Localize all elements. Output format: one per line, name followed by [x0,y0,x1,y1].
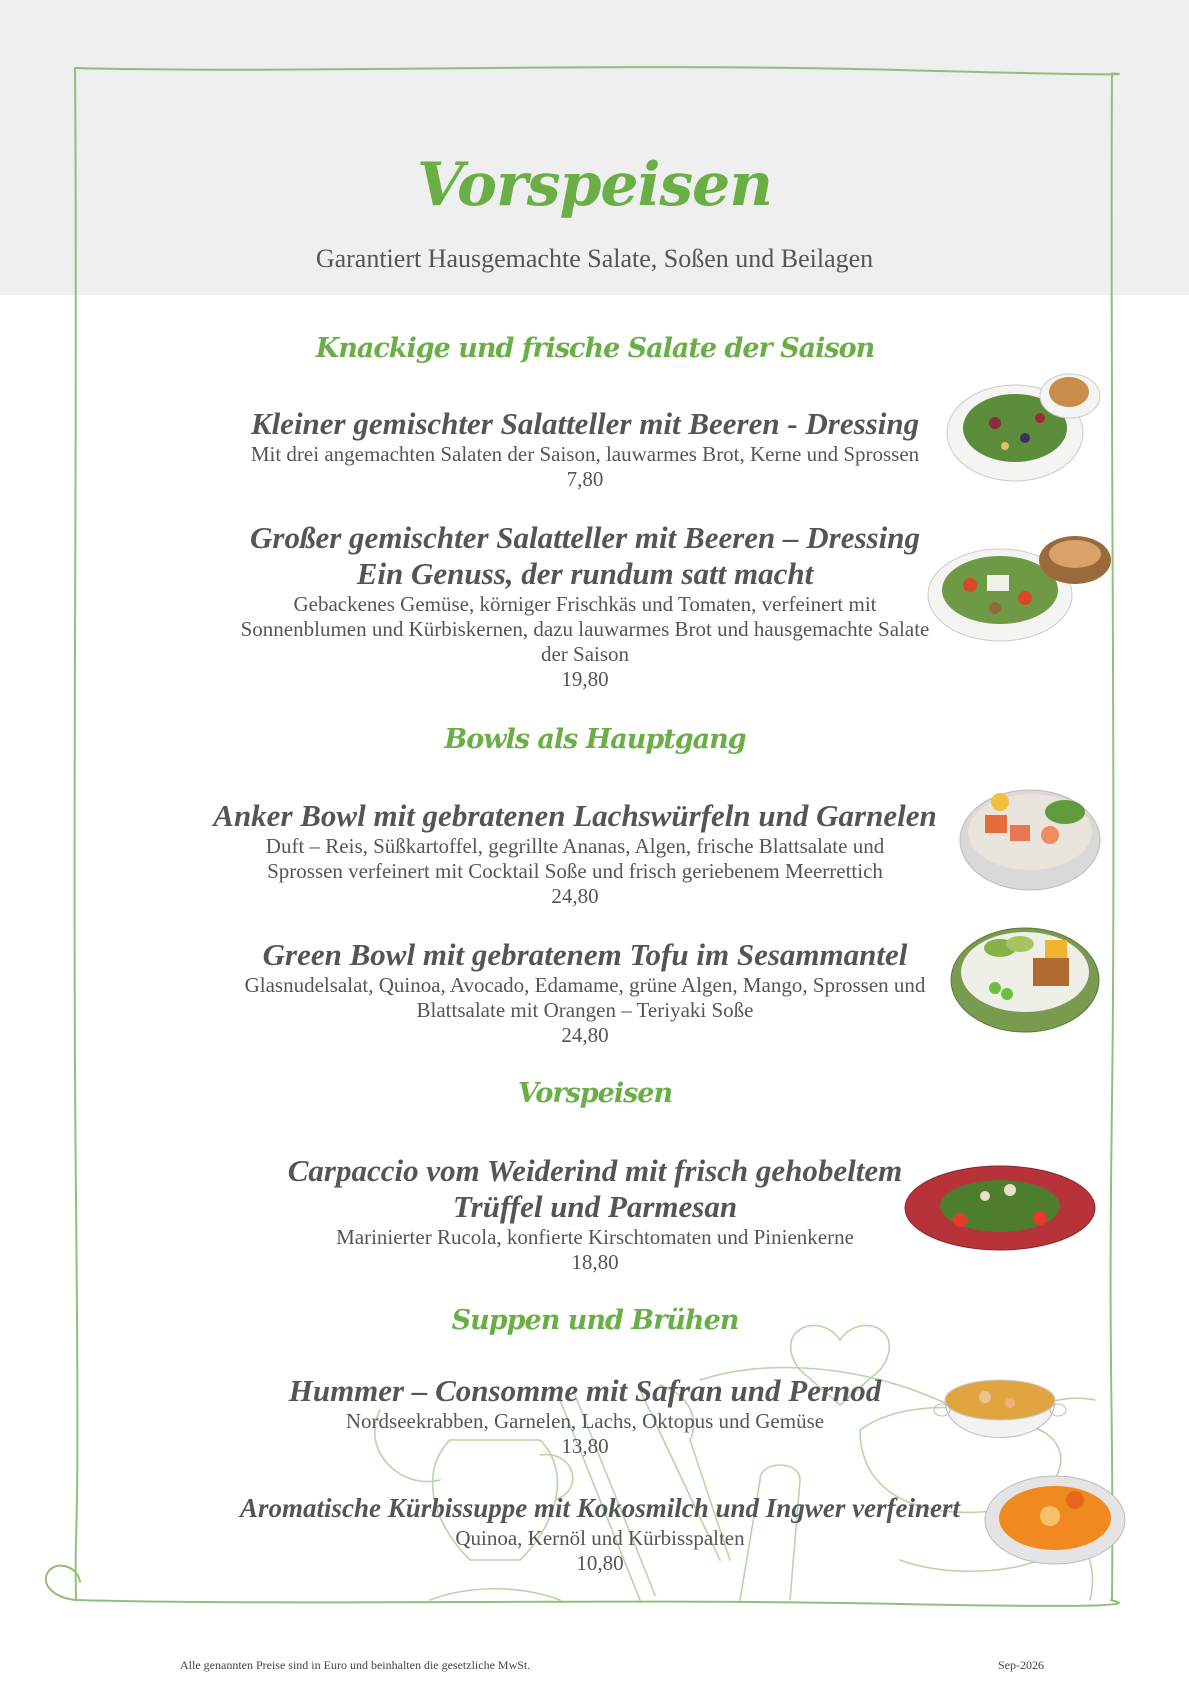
menu-item-description: Marinierter Rucola, konfierte Kirschtomaten und Pinienkerne [336,1225,854,1249]
menu-item-name: Anker Bowl mit gebratenen Lachswürfeln und Garnelen [213,798,937,833]
menu-item [215,1373,955,1459]
section-title-salads: Knackige und frische Salate der Saison [315,333,875,364]
menu-item [185,798,965,909]
footer-price-note: Alle genannten Preise sind in Euro und beinhalten die gesetzliche MwSt. [180,1658,531,1672]
section-title-bowls: Bowls als Hauptgang [444,724,746,755]
menu-item-price: 13,80 [561,1434,609,1458]
menu-item-name: Carpaccio vom Weiderind mit frisch gehobeltem Trüffel und Parmesan [287,1153,903,1224]
menu-item [215,1490,985,1576]
menu-item-price: 19,80 [561,667,609,691]
menu-item-price: 24,80 [551,884,599,908]
menu-item [215,406,955,492]
menu-item-description: Duft – Reis, Süßkartoffel, gegrillte Ananas, Algen, frische Blattsalate und Sprossen verfeinert mit Cocktail Soße und frisch geriebenem Meerrettich [265,834,885,883]
menu-item-description: Mit drei angemachten Salaten der Saison, lauwarmes Brot, Kerne und Sprossen [250,442,920,466]
tofu-bowl-illustration [945,918,1105,1038]
menu-item-description: Nordseekrabben, Garnelen, Lachs, Oktopus und Gemüse [345,1409,825,1433]
menu-item-name: Hummer – Consomme mit Safran und Pernod [288,1373,882,1408]
menu-item-name: Aromatische Kürbissuppe mit Kokosmilch und Ingwer verfeinert [239,1493,961,1523]
menu-item-name: Großer gemischter Salatteller mit Beeren – Dressing Ein Genuss, der rundum satt macht [250,520,920,591]
large-salad-plate-illustration [925,530,1115,645]
menu-item-name: Green Bowl mit gebratenem Tofu im Sesammantel [262,937,908,972]
page-subtitle: Garantiert Hausgemachte Salate, Soßen und Beilagen [315,244,874,273]
salmon-bowl-illustration [955,780,1105,895]
menu-item-description: Gebackenes Gemüse, körniger Frischkäs und Tomaten, verfeinert mit Sonnenblumen und Kürbiskernen, dazu lauwarmes Brot und hausgemachte Salate der Saison [240,592,930,666]
consomme-bowl-illustration [930,1355,1070,1465]
salad-plate-illustration [945,368,1105,493]
carpaccio-illustration [900,1160,1100,1255]
menu-item-description: Quinoa, Kernöl und Kürbisspalten [455,1526,745,1550]
menu-item-description: Glasnudelsalat, Quinoa, Avocado, Edamame, grüne Algen, Mango, Sprossen und Blattsalate mit Orangen – Teriyaki Soße [244,973,926,1022]
menu-item-price: 7,80 [566,467,604,491]
menu-item [215,937,955,1048]
menu-item [215,520,955,692]
page-title: Vorspeisen [417,150,772,220]
pumpkin-soup-bowl-illustration [980,1470,1130,1570]
menu-item-price: 24,80 [561,1023,609,1047]
section-title-soups: Suppen und Brühen [451,1305,739,1336]
menu-item-price: 18,80 [571,1250,619,1274]
footer-date: Sep-2026 [998,1658,1044,1672]
section-title-starters: Vorspeisen [517,1078,673,1109]
menu-item-name: Kleiner gemischter Salatteller mit Beeren - Dressing [250,406,920,441]
menu-item [245,1153,945,1275]
menu-item-price: 10,80 [576,1551,624,1575]
